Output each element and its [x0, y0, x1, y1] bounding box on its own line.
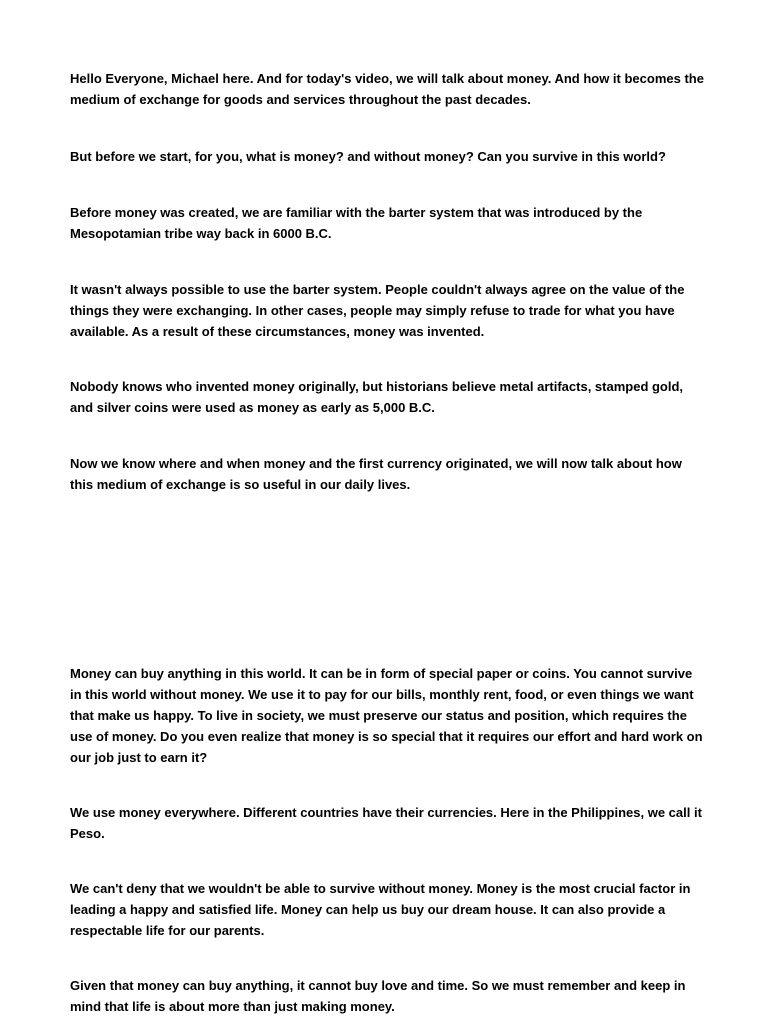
- paragraph-conclusion: Given that money can buy anything, it cannot buy love and time. So we must remember and keep in mind that life is about more than just making money.: [70, 978, 686, 1014]
- paragraph-survival: We can't deny that we wouldn't be able to survive without money. Money is the most crucial factor in leading a happy and satisfied life. Money can help us buy our dream house. It can also provide a respectable life for our parents.: [70, 881, 691, 938]
- paragraph-money-uses: Money can buy anything in this world. It can be in form of special paper or coins. You cannot survive in this world without money. We use it to pay for our bills, monthly rent, food, or even things we want that make us happy. To live in society, we must preserve our status and position, which requires the use of money. Do you even realize that money is so special that it requires our effort and hard work on our job just to earn it?: [70, 666, 703, 765]
- paragraph-currencies: We use money everywhere. Different countries have their currencies. Here in the Philippines, we call it Peso.: [70, 805, 702, 841]
- paragraph-barter-problems: It wasn't always possible to use the barter system. People couldn't always agree on the value of the things they were exchanging. In other cases, people may simply refuse to trade for what you have available. As a result of these circumstances, money was invented.: [70, 282, 685, 339]
- paragraph-intro: Hello Everyone, Michael here. And for today's video, we will talk about money. And how it becomes the medium of exchange for goods and services throughout the past decades.: [70, 71, 704, 107]
- paragraph-barter-origin: Before money was created, we are familiar with the barter system that was introduced by the Mesopotamian tribe way back in 6000 B.C.: [70, 205, 643, 241]
- paragraph-money-invention: Nobody knows who invented money originally, but historians believe metal artifacts, stamped gold, and silver coins were used as money as early as 5,000 B.C.: [70, 379, 684, 415]
- paragraph-question: But before we start, for you, what is money? and without money? Can you survive in this world?: [70, 149, 666, 164]
- paragraph-transition: Now we know where and when money and the first currency originated, we will now talk about how this medium of exchange is so useful in our daily lives.: [70, 456, 682, 492]
